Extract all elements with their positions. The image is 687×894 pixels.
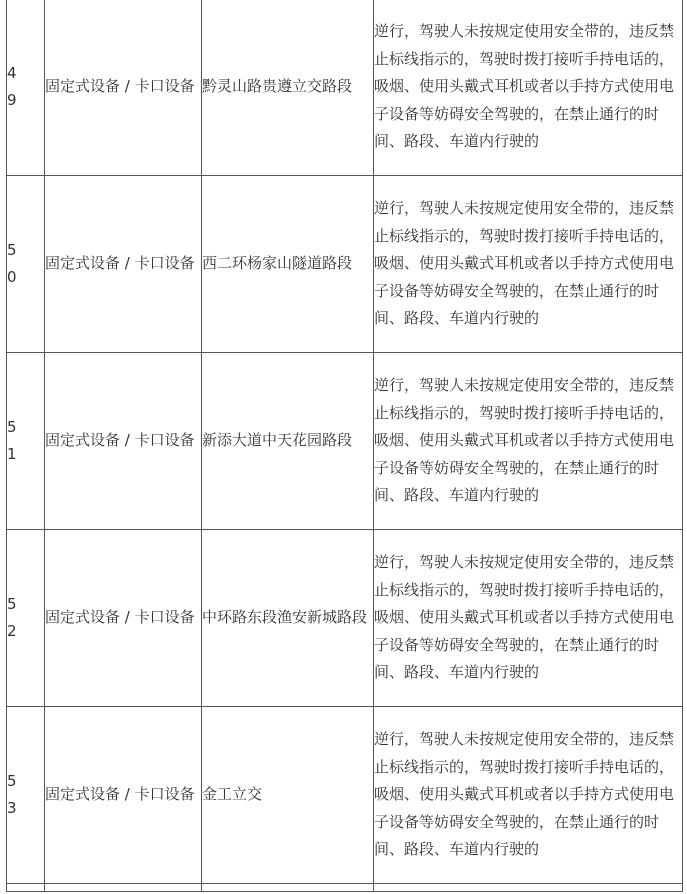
device-type-cell: 固定式设备 / 卡口设备 [45, 176, 202, 353]
location-cell: 黔灵山路贵遵立交路段 [202, 0, 374, 176]
device-type-cell [45, 884, 202, 892]
violations-cell: 逆行，驾驶人未按规定使用安全带的，违反禁止标线指示的，驾驶时拨打接听手持电话的，吸烟、使用头戴式耳机或者以手持方式使用电子设备等妨碍安全驾驶的，在禁止通行的时间、路段、车道内行驶的 [374, 0, 683, 176]
violations-cell: 逆行，驾驶人未按规定使用安全带的，违反禁止标线指示的，驾驶时拨打接听手持电话的，吸烟、使用头戴式耳机或者以手持方式使用电子设备等妨碍安全驾驶的，在禁止通行的时间、路段、车道内行驶的 [374, 353, 683, 530]
row-number-cell [7, 707, 45, 884]
location-cell [202, 884, 374, 892]
table-row [7, 353, 683, 530]
table-row-partial [7, 884, 683, 892]
row-number: 53 [7, 771, 18, 817]
row-number: 52 [7, 594, 18, 640]
enforcement-table-container [6, 0, 682, 892]
row-number: 51 [7, 417, 18, 463]
table-row [7, 530, 683, 707]
location-cell: 金工立交 [202, 707, 374, 884]
row-number-cell [7, 530, 45, 707]
device-type-cell: 固定式设备 / 卡口设备 [45, 353, 202, 530]
enforcement-locations-table [6, 0, 683, 892]
table-row [7, 176, 683, 353]
row-number-cell [7, 353, 45, 530]
table-row [7, 707, 683, 884]
violations-cell: 逆行，驾驶人未按规定使用安全带的，违反禁止标线指示的，驾驶时拨打接听手持电话的，吸烟、使用头戴式耳机或者以手持方式使用电子设备等妨碍安全驾驶的，在禁止通行的时间、路段、车道内行驶的 [374, 176, 683, 353]
violations-cell: 逆行，驾驶人未按规定使用安全带的，违反禁止标线指示的，驾驶时拨打接听手持电话的，吸烟、使用头戴式耳机或者以手持方式使用电子设备等妨碍安全驾驶的，在禁止通行的时间、路段、车道内行驶的 [374, 707, 683, 884]
device-type-cell: 固定式设备 / 卡口设备 [45, 0, 202, 176]
location-cell: 西二环杨家山隧道路段 [202, 176, 374, 353]
device-type-cell: 固定式设备 / 卡口设备 [45, 530, 202, 707]
row-number-cell [7, 176, 45, 353]
row-number: 50 [7, 240, 18, 286]
location-cell: 新添大道中天花园路段 [202, 353, 374, 530]
row-number: 49 [7, 63, 18, 109]
violations-cell [374, 884, 683, 892]
location-cell: 中环路东段渔安新城路段 [202, 530, 374, 707]
row-number-cell [7, 884, 45, 892]
table-row [7, 0, 683, 176]
row-number-cell [7, 0, 45, 176]
device-type-cell: 固定式设备 / 卡口设备 [45, 707, 202, 884]
violations-cell: 逆行，驾驶人未按规定使用安全带的，违反禁止标线指示的，驾驶时拨打接听手持电话的，吸烟、使用头戴式耳机或者以手持方式使用电子设备等妨碍安全驾驶的，在禁止通行的时间、路段、车道内行驶的 [374, 530, 683, 707]
